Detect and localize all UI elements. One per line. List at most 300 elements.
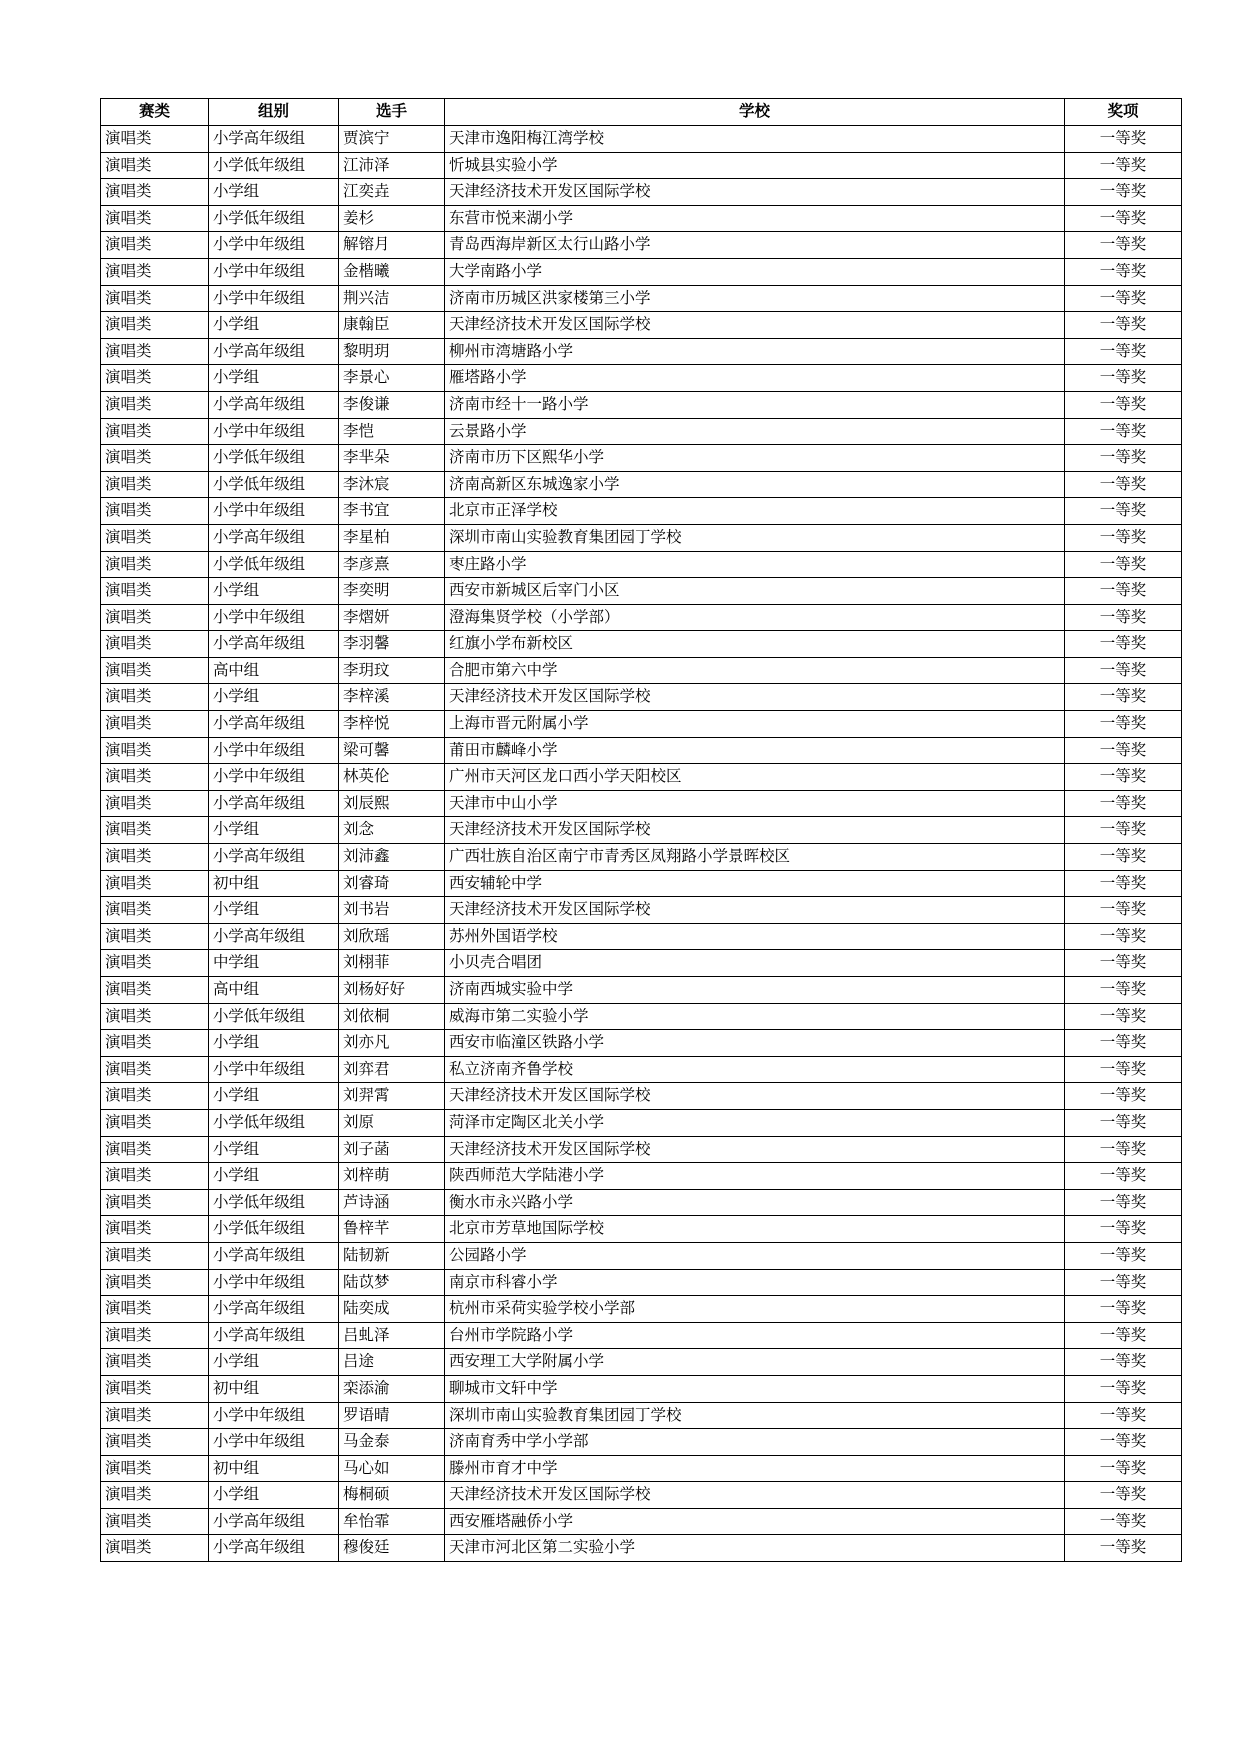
cell-name: 马金泰	[339, 1429, 445, 1456]
cell-award: 一等奖	[1065, 551, 1182, 578]
cell-name: 黎明玥	[339, 338, 445, 365]
cell-name: 栾添渝	[339, 1375, 445, 1402]
cell-group: 小学中年级组	[209, 1402, 339, 1429]
cell-school: 忻城县实验小学	[445, 152, 1065, 179]
cell-award: 一等奖	[1065, 445, 1182, 472]
cell-group: 小学高年级组	[209, 524, 339, 551]
cell-name: 刘梓萌	[339, 1163, 445, 1190]
table-row	[101, 126, 1182, 153]
cell-type: 演唱类	[101, 1455, 209, 1482]
cell-type: 演唱类	[101, 578, 209, 605]
cell-group: 小学中年级组	[209, 764, 339, 791]
table-row	[101, 1136, 1182, 1163]
cell-school: 广西壮族自治区南宁市青秀区凤翔路小学景晖校区	[445, 844, 1065, 871]
cell-name: 李梓溪	[339, 684, 445, 711]
cell-type: 演唱类	[101, 152, 209, 179]
cell-award: 一等奖	[1065, 764, 1182, 791]
cell-name: 陆苡梦	[339, 1269, 445, 1296]
cell-group: 小学中年级组	[209, 258, 339, 285]
cell-type: 演唱类	[101, 391, 209, 418]
cell-group: 小学低年级组	[209, 205, 339, 232]
table-row	[101, 684, 1182, 711]
cell-award: 一等奖	[1065, 498, 1182, 525]
cell-school: 天津经济技术开发区国际学校	[445, 817, 1065, 844]
cell-type: 演唱类	[101, 365, 209, 392]
cell-school: 青岛西海岸新区太行山路小学	[445, 232, 1065, 259]
cell-name: 姜杉	[339, 205, 445, 232]
cell-award: 一等奖	[1065, 1349, 1182, 1376]
cell-school: 西安市新城区后宰门小区	[445, 578, 1065, 605]
cell-name: 穆俊廷	[339, 1535, 445, 1562]
cell-school: 雁塔路小学	[445, 365, 1065, 392]
column-header-group: 组别	[209, 99, 339, 126]
cell-type: 演唱类	[101, 737, 209, 764]
cell-school: 天津市河北区第二实验小学	[445, 1535, 1065, 1562]
table-row	[101, 737, 1182, 764]
table-row	[101, 711, 1182, 738]
cell-school: 云景路小学	[445, 418, 1065, 445]
cell-school: 菏泽市定陶区北关小学	[445, 1109, 1065, 1136]
cell-award: 一等奖	[1065, 923, 1182, 950]
cell-group: 小学中年级组	[209, 285, 339, 312]
cell-group: 小学高年级组	[209, 1296, 339, 1323]
cell-type: 演唱类	[101, 232, 209, 259]
cell-school: 济南育秀中学小学部	[445, 1429, 1065, 1456]
table-row	[101, 524, 1182, 551]
cell-award: 一等奖	[1065, 152, 1182, 179]
cell-group: 小学低年级组	[209, 1189, 339, 1216]
cell-type: 演唱类	[101, 1296, 209, 1323]
cell-school: 天津市逸阳梅江湾学校	[445, 126, 1065, 153]
table-row	[101, 764, 1182, 791]
cell-name: 李玥玟	[339, 657, 445, 684]
table-row	[101, 631, 1182, 658]
cell-group: 小学低年级组	[209, 1216, 339, 1243]
table-row	[101, 844, 1182, 871]
cell-name: 梅桐硕	[339, 1482, 445, 1509]
cell-type: 演唱类	[101, 1216, 209, 1243]
cell-award: 一等奖	[1065, 1429, 1182, 1456]
cell-school: 天津市中山小学	[445, 790, 1065, 817]
cell-school: 私立济南齐鲁学校	[445, 1056, 1065, 1083]
cell-award: 一等奖	[1065, 790, 1182, 817]
table-row	[101, 179, 1182, 206]
table-header	[101, 99, 1182, 126]
table-row	[101, 391, 1182, 418]
column-header-type: 赛类	[101, 99, 209, 126]
cell-school: 天津经济技术开发区国际学校	[445, 1482, 1065, 1509]
table-row	[101, 445, 1182, 472]
cell-award: 一等奖	[1065, 1508, 1182, 1535]
cell-school: 东营市悦来湖小学	[445, 205, 1065, 232]
cell-award: 一等奖	[1065, 232, 1182, 259]
cell-school: 西安市临潼区铁路小学	[445, 1030, 1065, 1057]
cell-type: 演唱类	[101, 524, 209, 551]
cell-type: 演唱类	[101, 1003, 209, 1030]
cell-type: 演唱类	[101, 551, 209, 578]
table-row	[101, 578, 1182, 605]
table-row	[101, 1322, 1182, 1349]
cell-school: 天津经济技术开发区国际学校	[445, 1136, 1065, 1163]
cell-name: 芦诗涵	[339, 1189, 445, 1216]
cell-school: 西安辅轮中学	[445, 870, 1065, 897]
cell-group: 小学中年级组	[209, 1269, 339, 1296]
table-row	[101, 950, 1182, 977]
cell-type: 演唱类	[101, 870, 209, 897]
cell-award: 一等奖	[1065, 578, 1182, 605]
table-row	[101, 1189, 1182, 1216]
cell-name: 梁可馨	[339, 737, 445, 764]
cell-award: 一等奖	[1065, 684, 1182, 711]
column-header-award: 奖项	[1065, 99, 1182, 126]
cell-type: 演唱类	[101, 205, 209, 232]
cell-name: 李奕明	[339, 578, 445, 605]
cell-type: 演唱类	[101, 631, 209, 658]
cell-school: 滕州市育才中学	[445, 1455, 1065, 1482]
cell-name: 马心如	[339, 1455, 445, 1482]
cell-name: 鲁梓芊	[339, 1216, 445, 1243]
cell-group: 小学中年级组	[209, 1429, 339, 1456]
cell-school: 广州市天河区龙口西小学天阳校区	[445, 764, 1065, 791]
table-row	[101, 1163, 1182, 1190]
table-row	[101, 1349, 1182, 1376]
cell-type: 演唱类	[101, 179, 209, 206]
cell-school: 陕西师范大学陆港小学	[445, 1163, 1065, 1190]
cell-type: 演唱类	[101, 1429, 209, 1456]
cell-group: 高中组	[209, 657, 339, 684]
cell-name: 李梓悦	[339, 711, 445, 738]
table-row	[101, 1083, 1182, 1110]
cell-name: 李芈朵	[339, 445, 445, 472]
cell-name: 刘辰熙	[339, 790, 445, 817]
table-row	[101, 1535, 1182, 1562]
cell-type: 演唱类	[101, 604, 209, 631]
cell-type: 演唱类	[101, 684, 209, 711]
cell-name: 李恺	[339, 418, 445, 445]
cell-group: 小学高年级组	[209, 391, 339, 418]
cell-award: 一等奖	[1065, 1003, 1182, 1030]
cell-type: 演唱类	[101, 1136, 209, 1163]
cell-school: 天津经济技术开发区国际学校	[445, 1083, 1065, 1110]
cell-type: 演唱类	[101, 258, 209, 285]
cell-school: 聊城市文轩中学	[445, 1375, 1065, 1402]
table-row	[101, 1030, 1182, 1057]
table-row	[101, 923, 1182, 950]
cell-type: 演唱类	[101, 950, 209, 977]
cell-award: 一等奖	[1065, 1455, 1182, 1482]
cell-school: 南京市科睿小学	[445, 1269, 1065, 1296]
cell-group: 初中组	[209, 1375, 339, 1402]
cell-name: 李俊谦	[339, 391, 445, 418]
cell-school: 柳州市湾塘路小学	[445, 338, 1065, 365]
cell-group: 小学组	[209, 1083, 339, 1110]
cell-group: 小学组	[209, 1482, 339, 1509]
table-row	[101, 232, 1182, 259]
cell-group: 小学高年级组	[209, 844, 339, 871]
cell-school: 威海市第二实验小学	[445, 1003, 1065, 1030]
cell-award: 一等奖	[1065, 1109, 1182, 1136]
cell-group: 小学组	[209, 179, 339, 206]
table-row	[101, 312, 1182, 339]
table-row	[101, 1296, 1182, 1323]
cell-type: 演唱类	[101, 657, 209, 684]
table-row	[101, 365, 1182, 392]
table-row	[101, 1056, 1182, 1083]
cell-award: 一等奖	[1065, 711, 1182, 738]
cell-group: 小学低年级组	[209, 1109, 339, 1136]
cell-group: 小学高年级组	[209, 1508, 339, 1535]
cell-award: 一等奖	[1065, 312, 1182, 339]
cell-school: 北京市芳草地国际学校	[445, 1216, 1065, 1243]
cell-school: 红旗小学布新校区	[445, 631, 1065, 658]
cell-type: 演唱类	[101, 764, 209, 791]
table-row	[101, 1455, 1182, 1482]
cell-type: 演唱类	[101, 498, 209, 525]
cell-award: 一等奖	[1065, 205, 1182, 232]
cell-award: 一等奖	[1065, 1030, 1182, 1057]
cell-school: 天津经济技术开发区国际学校	[445, 179, 1065, 206]
cell-group: 小学高年级组	[209, 631, 339, 658]
table-row	[101, 1109, 1182, 1136]
cell-award: 一等奖	[1065, 870, 1182, 897]
cell-type: 演唱类	[101, 1402, 209, 1429]
cell-group: 高中组	[209, 977, 339, 1004]
cell-school: 西安理工大学附属小学	[445, 1349, 1065, 1376]
cell-name: 刘沛鑫	[339, 844, 445, 871]
cell-group: 小学组	[209, 897, 339, 924]
cell-name: 李彦熹	[339, 551, 445, 578]
cell-name: 解镕月	[339, 232, 445, 259]
cell-award: 一等奖	[1065, 631, 1182, 658]
table-row	[101, 1508, 1182, 1535]
cell-award: 一等奖	[1065, 950, 1182, 977]
cell-school: 小贝壳合唱团	[445, 950, 1065, 977]
cell-name: 康翰臣	[339, 312, 445, 339]
table-row	[101, 152, 1182, 179]
cell-type: 演唱类	[101, 897, 209, 924]
cell-award: 一等奖	[1065, 1056, 1182, 1083]
table-row	[101, 338, 1182, 365]
table-row	[101, 1003, 1182, 1030]
table-row	[101, 657, 1182, 684]
table-row	[101, 418, 1182, 445]
table-row	[101, 977, 1182, 1004]
table-body	[101, 126, 1182, 1562]
cell-group: 小学高年级组	[209, 126, 339, 153]
table-row	[101, 1429, 1182, 1456]
cell-award: 一等奖	[1065, 285, 1182, 312]
cell-type: 演唱类	[101, 1482, 209, 1509]
cell-school: 衡水市永兴路小学	[445, 1189, 1065, 1216]
cell-type: 演唱类	[101, 1163, 209, 1190]
cell-award: 一等奖	[1065, 1136, 1182, 1163]
cell-award: 一等奖	[1065, 1163, 1182, 1190]
cell-award: 一等奖	[1065, 418, 1182, 445]
cell-school: 合肥市第六中学	[445, 657, 1065, 684]
results-table	[100, 98, 1182, 1562]
cell-group: 小学低年级组	[209, 471, 339, 498]
cell-group: 中学组	[209, 950, 339, 977]
cell-group: 小学组	[209, 312, 339, 339]
cell-school: 苏州外国语学校	[445, 923, 1065, 950]
cell-name: 刘栩菲	[339, 950, 445, 977]
cell-group: 小学组	[209, 817, 339, 844]
cell-group: 小学中年级组	[209, 232, 339, 259]
cell-name: 江沛泽	[339, 152, 445, 179]
table-row	[101, 1375, 1182, 1402]
cell-name: 罗语晴	[339, 1402, 445, 1429]
cell-name: 陆韧新	[339, 1242, 445, 1269]
cell-type: 演唱类	[101, 1535, 209, 1562]
cell-name: 李沐宸	[339, 471, 445, 498]
column-header-school: 学校	[445, 99, 1065, 126]
cell-school: 上海市晋元附属小学	[445, 711, 1065, 738]
table-row	[101, 258, 1182, 285]
table-row	[101, 285, 1182, 312]
cell-award: 一等奖	[1065, 817, 1182, 844]
cell-group: 小学高年级组	[209, 338, 339, 365]
table-row	[101, 1242, 1182, 1269]
cell-school: 济南市历下区熙华小学	[445, 445, 1065, 472]
table-row	[101, 870, 1182, 897]
cell-award: 一等奖	[1065, 1535, 1182, 1562]
cell-group: 小学中年级组	[209, 604, 339, 631]
cell-name: 刘欣瑶	[339, 923, 445, 950]
cell-award: 一等奖	[1065, 1242, 1182, 1269]
cell-award: 一等奖	[1065, 391, 1182, 418]
cell-group: 小学高年级组	[209, 923, 339, 950]
cell-group: 小学高年级组	[209, 1322, 339, 1349]
cell-school: 莆田市麟峰小学	[445, 737, 1065, 764]
cell-type: 演唱类	[101, 1189, 209, 1216]
cell-school: 天津经济技术开发区国际学校	[445, 897, 1065, 924]
cell-type: 演唱类	[101, 711, 209, 738]
cell-type: 演唱类	[101, 1349, 209, 1376]
table-row	[101, 471, 1182, 498]
table-row	[101, 1482, 1182, 1509]
table-row	[101, 897, 1182, 924]
cell-name: 刘弈君	[339, 1056, 445, 1083]
cell-group: 小学低年级组	[209, 152, 339, 179]
cell-type: 演唱类	[101, 1508, 209, 1535]
cell-group: 小学中年级组	[209, 1056, 339, 1083]
cell-award: 一等奖	[1065, 657, 1182, 684]
cell-name: 刘睿琦	[339, 870, 445, 897]
cell-name: 贾滨宁	[339, 126, 445, 153]
cell-type: 演唱类	[101, 312, 209, 339]
cell-type: 演唱类	[101, 817, 209, 844]
cell-award: 一等奖	[1065, 1402, 1182, 1429]
cell-name: 陆奕成	[339, 1296, 445, 1323]
cell-type: 演唱类	[101, 1242, 209, 1269]
cell-name: 李星柏	[339, 524, 445, 551]
cell-award: 一等奖	[1065, 897, 1182, 924]
cell-name: 李景心	[339, 365, 445, 392]
cell-group: 初中组	[209, 1455, 339, 1482]
cell-award: 一等奖	[1065, 1189, 1182, 1216]
cell-group: 初中组	[209, 870, 339, 897]
cell-award: 一等奖	[1065, 844, 1182, 871]
cell-type: 演唱类	[101, 1322, 209, 1349]
cell-group: 小学低年级组	[209, 445, 339, 472]
cell-award: 一等奖	[1065, 1482, 1182, 1509]
cell-award: 一等奖	[1065, 338, 1182, 365]
cell-name: 牟怡霏	[339, 1508, 445, 1535]
cell-school: 枣庄路小学	[445, 551, 1065, 578]
cell-group: 小学组	[209, 684, 339, 711]
cell-group: 小学组	[209, 578, 339, 605]
cell-type: 演唱类	[101, 844, 209, 871]
cell-type: 演唱类	[101, 1269, 209, 1296]
cell-type: 演唱类	[101, 790, 209, 817]
cell-type: 演唱类	[101, 1030, 209, 1057]
cell-school: 济南市历城区洪家楼第三小学	[445, 285, 1065, 312]
cell-group: 小学低年级组	[209, 1003, 339, 1030]
cell-award: 一等奖	[1065, 258, 1182, 285]
cell-award: 一等奖	[1065, 471, 1182, 498]
cell-school: 大学南路小学	[445, 258, 1065, 285]
cell-group: 小学中年级组	[209, 418, 339, 445]
cell-group: 小学中年级组	[209, 498, 339, 525]
cell-name: 吕虬泽	[339, 1322, 445, 1349]
cell-school: 深圳市南山实验教育集团园丁学校	[445, 1402, 1065, 1429]
cell-name: 刘羿霄	[339, 1083, 445, 1110]
cell-group: 小学组	[209, 1163, 339, 1190]
cell-school: 北京市正泽学校	[445, 498, 1065, 525]
cell-school: 天津经济技术开发区国际学校	[445, 312, 1065, 339]
cell-award: 一等奖	[1065, 126, 1182, 153]
cell-type: 演唱类	[101, 471, 209, 498]
cell-name: 李羽馨	[339, 631, 445, 658]
cell-name: 李熠妍	[339, 604, 445, 631]
cell-group: 小学高年级组	[209, 1242, 339, 1269]
cell-type: 演唱类	[101, 126, 209, 153]
cell-type: 演唱类	[101, 923, 209, 950]
cell-name: 吕途	[339, 1349, 445, 1376]
cell-name: 金楷曦	[339, 258, 445, 285]
cell-type: 演唱类	[101, 338, 209, 365]
cell-group: 小学组	[209, 1030, 339, 1057]
cell-type: 演唱类	[101, 1375, 209, 1402]
cell-school: 西安雁塔融侨小学	[445, 1508, 1065, 1535]
cell-school: 公园路小学	[445, 1242, 1065, 1269]
cell-group: 小学高年级组	[209, 1535, 339, 1562]
cell-group: 小学组	[209, 1136, 339, 1163]
cell-award: 一等奖	[1065, 179, 1182, 206]
column-header-name: 选手	[339, 99, 445, 126]
cell-type: 演唱类	[101, 418, 209, 445]
cell-name: 荆兴洁	[339, 285, 445, 312]
cell-award: 一等奖	[1065, 604, 1182, 631]
table-row	[101, 817, 1182, 844]
cell-award: 一等奖	[1065, 977, 1182, 1004]
cell-name: 刘子菡	[339, 1136, 445, 1163]
cell-name: 刘亦凡	[339, 1030, 445, 1057]
cell-school: 深圳市南山实验教育集团园丁学校	[445, 524, 1065, 551]
cell-name: 刘杨好好	[339, 977, 445, 1004]
table-row	[101, 551, 1182, 578]
cell-group: 小学低年级组	[209, 551, 339, 578]
cell-group: 小学中年级组	[209, 737, 339, 764]
cell-award: 一等奖	[1065, 1322, 1182, 1349]
cell-type: 演唱类	[101, 1056, 209, 1083]
cell-school: 澄海集贤学校（小学部）	[445, 604, 1065, 631]
cell-school: 济南西城实验中学	[445, 977, 1065, 1004]
table-row	[101, 790, 1182, 817]
cell-name: 李书宜	[339, 498, 445, 525]
cell-type: 演唱类	[101, 1083, 209, 1110]
cell-name: 刘书岩	[339, 897, 445, 924]
